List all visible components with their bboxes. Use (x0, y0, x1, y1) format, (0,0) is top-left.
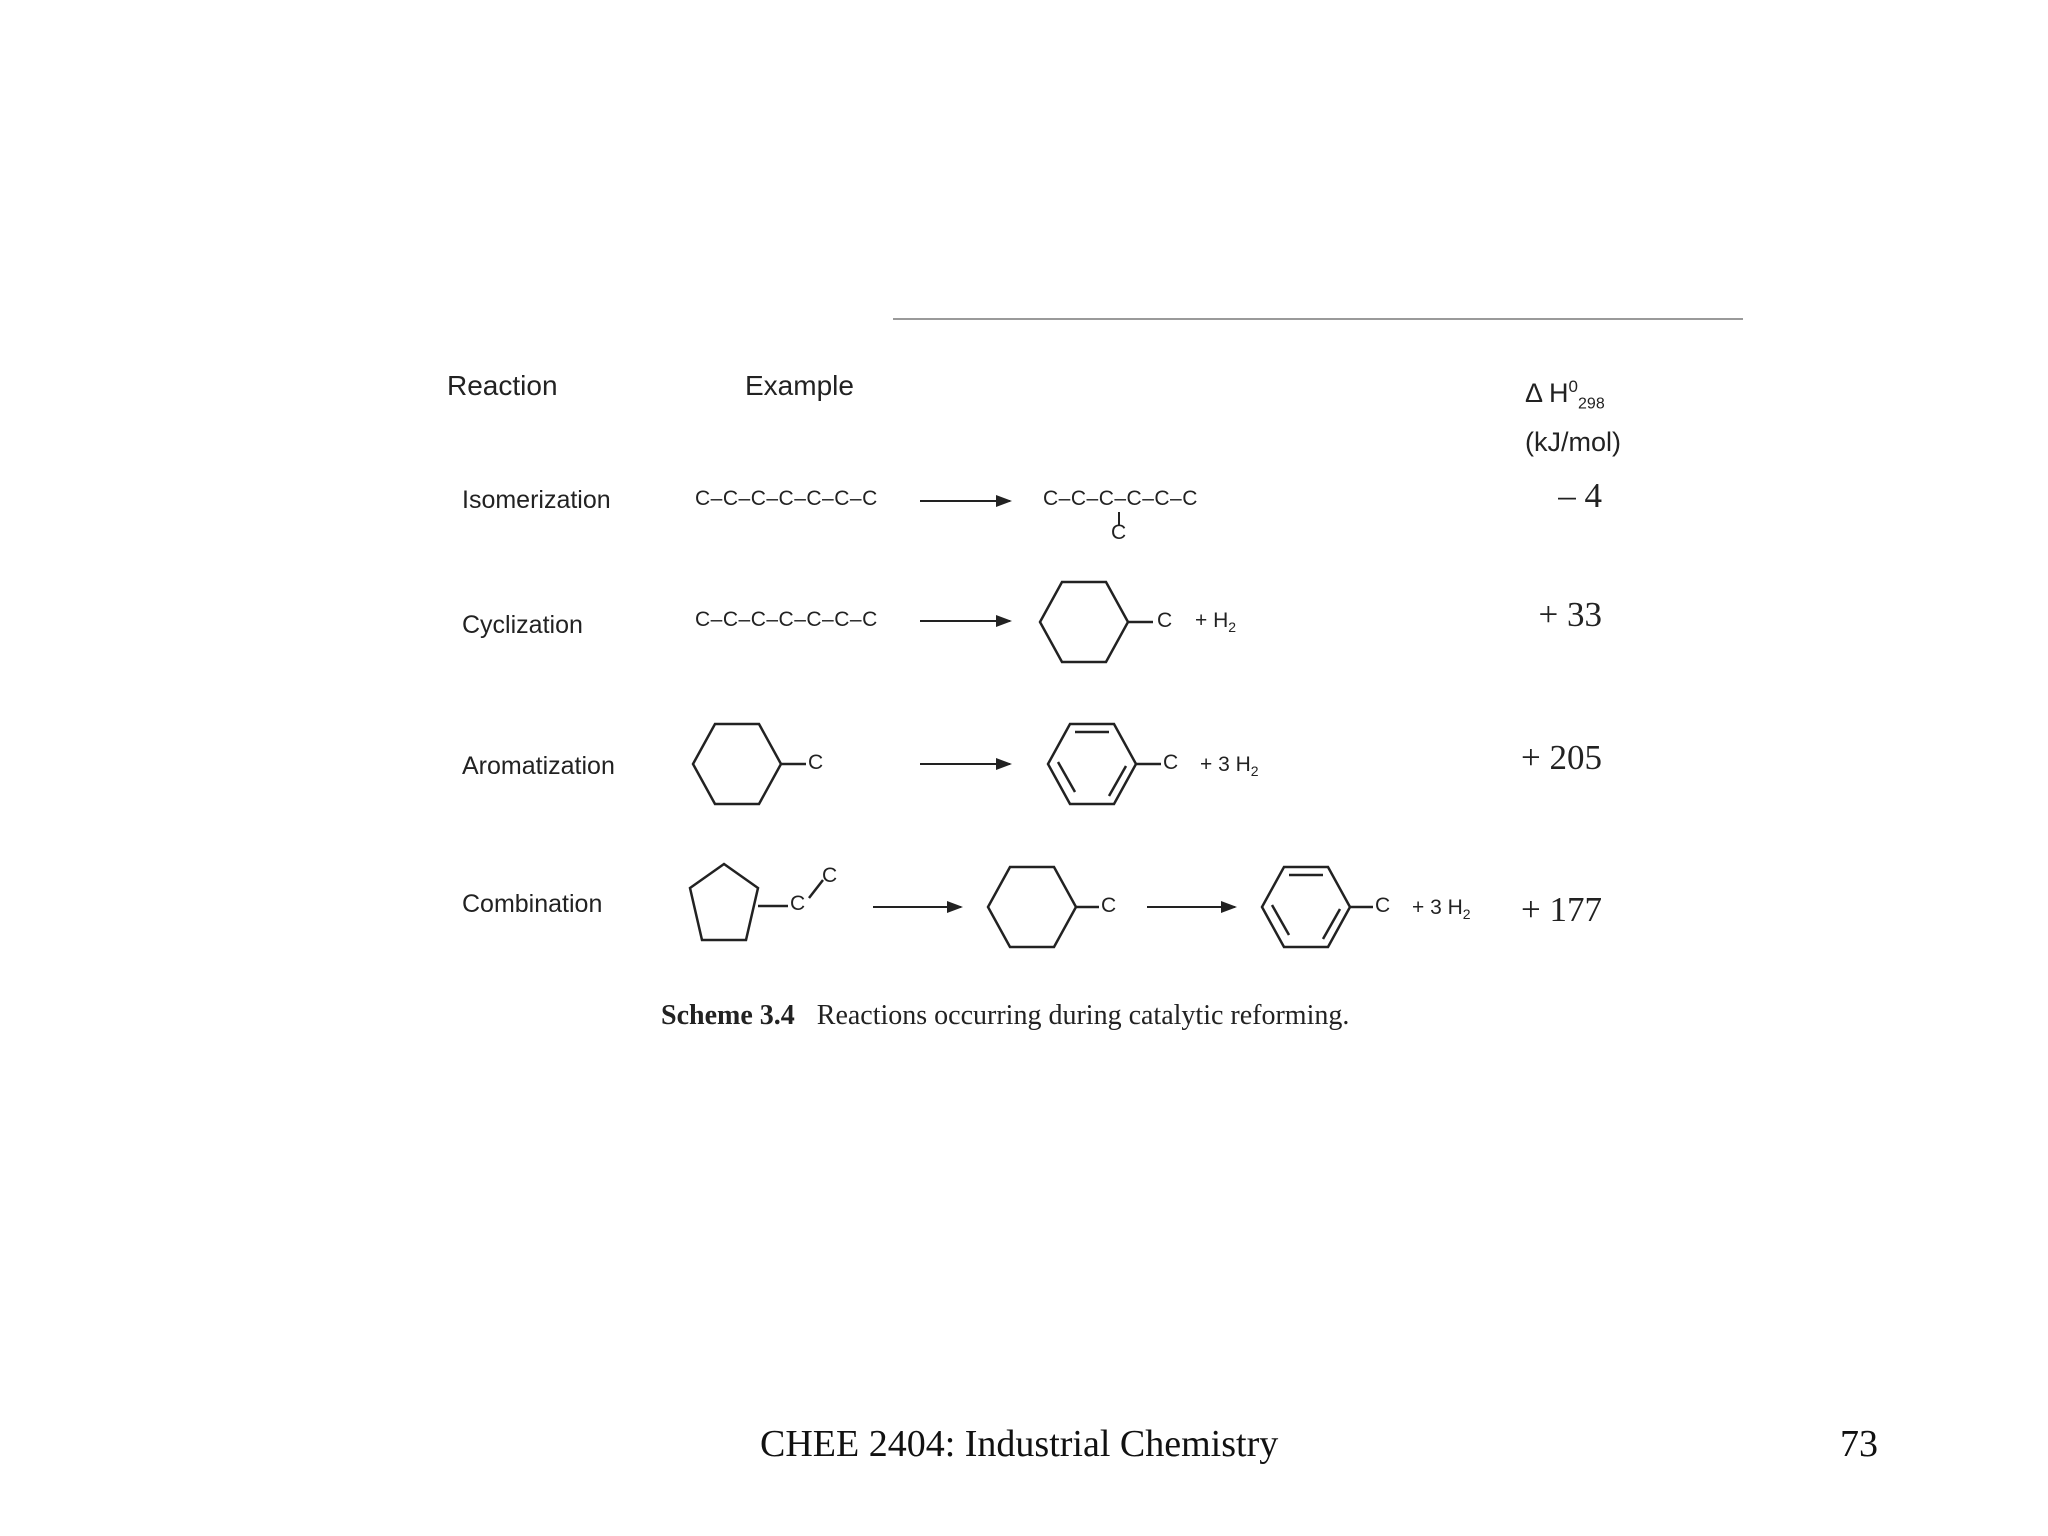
scheme-text: Reactions occurring during catalytic reforming. (816, 1000, 1350, 1031)
combination-reactant-sub1: C (790, 892, 806, 915)
cyclization-byproduct: + $H_2$ (1195, 609, 1237, 636)
cyclization-arrow (920, 620, 1010, 622)
enthalpy-sub: 298 (1578, 395, 1605, 413)
page-number: 73 (1840, 1423, 1878, 1465)
isomerization-branch: C (1111, 521, 1127, 544)
reaction-name-aromatization: Aromatization (462, 752, 615, 780)
dh-aromatization: + 205 (1521, 738, 1602, 777)
aromatization-reactant-sub: C (808, 751, 824, 774)
header-enthalpy (1525, 368, 1621, 461)
enthalpy-symbol: Δ H (1525, 378, 1569, 408)
aromatization-product-sub: C (1163, 751, 1179, 774)
combination-product-sub: C (1375, 894, 1391, 917)
reaction-name-cyclization: Cyclization (462, 611, 583, 639)
header-reaction: Reaction (447, 370, 558, 401)
reaction-name-isomerization: Isomerization (462, 486, 611, 514)
reaction-name-combination: Combination (462, 890, 603, 918)
aromatization-arrow (920, 763, 1010, 765)
dh-combination: + 177 (1521, 890, 1602, 929)
footer-course: CHEE 2404: Industrial Chemistry (760, 1423, 1279, 1465)
dh-cyclization: + 33 (1538, 595, 1602, 634)
dh-isomerization: – 4 (1558, 476, 1602, 515)
combination-arrow-1 (873, 906, 961, 908)
top-rule (893, 318, 1743, 320)
isomerization-arrow (920, 500, 1010, 502)
aromatization-byproduct: + 3 $H_2$ (1200, 753, 1259, 780)
isomerization-product: C–C–C–C–C–C (1043, 487, 1198, 510)
cyclopentane-ring-icon (688, 862, 828, 946)
enthalpy-super: 0 (1568, 377, 1579, 396)
cyclization-product-sub: C (1157, 609, 1173, 632)
combination-arrow-2 (1147, 906, 1235, 908)
combination-byproduct: + 3 $H_2$ (1412, 896, 1471, 923)
scheme-label: Scheme 3.4 (661, 1000, 795, 1031)
scheme-caption (661, 1000, 1349, 1032)
isomerization-reactant: C–C–C–C–C–C–C (695, 487, 878, 510)
cyclization-reactant: C–C–C–C–C–C–C (695, 608, 878, 631)
enthalpy-unit: (kJ/mol) (1525, 427, 1621, 458)
combination-reactant-sub2: C (822, 864, 838, 887)
header-example: Example (745, 370, 854, 401)
combination-intermediate-sub: C (1101, 894, 1117, 917)
